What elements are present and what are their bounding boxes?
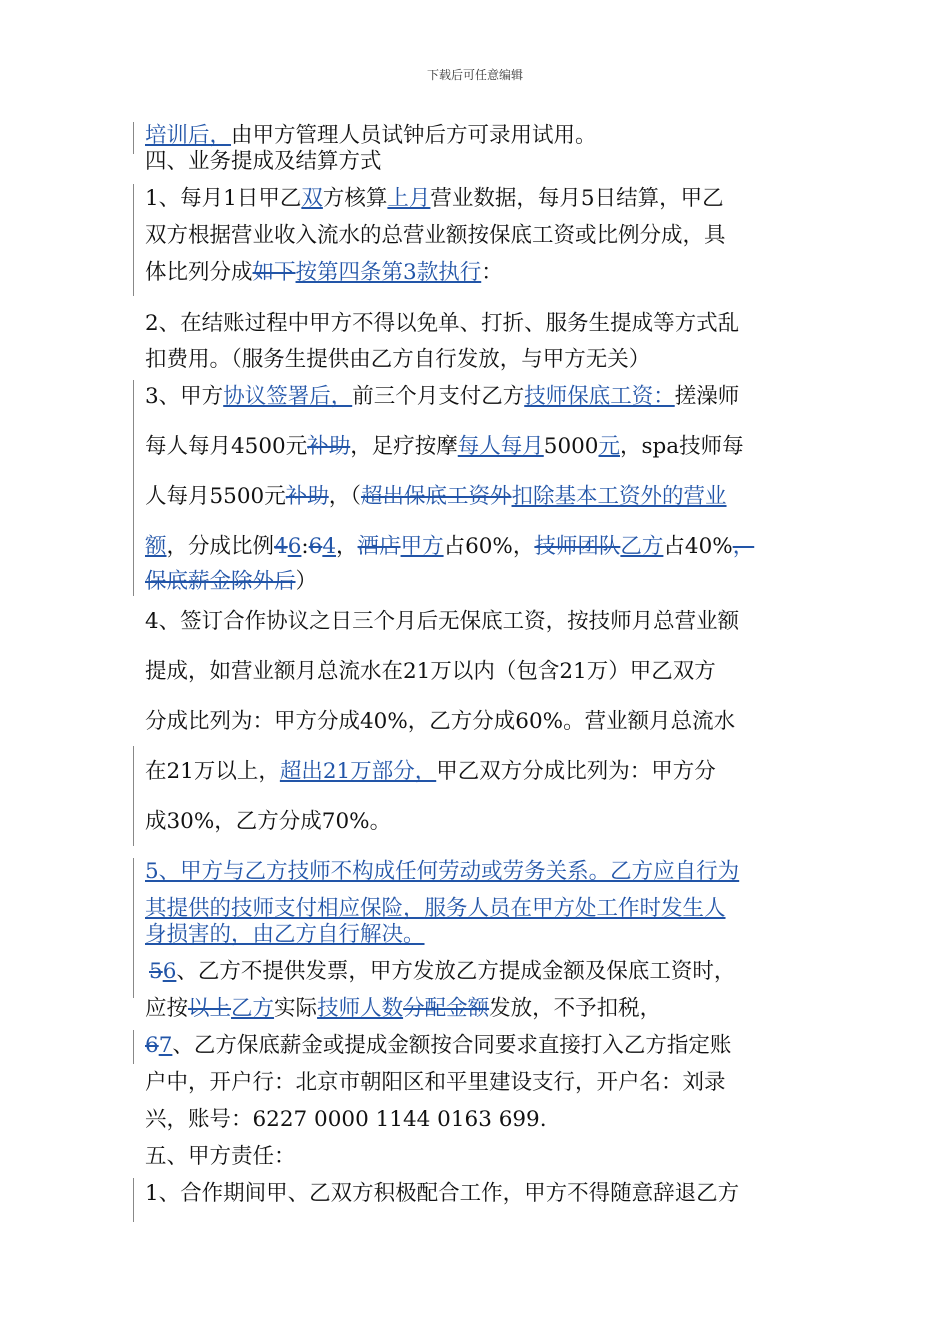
doc-line: 额，分成比例46:64，酒店甲方占60%，技师团队乙方占40%， (145, 534, 755, 559)
doc-line: 每人每月4500元补助，足疗按摩每人每月5000元，spa技师每 (145, 434, 744, 459)
revision-bar (133, 122, 134, 154)
doc-line: 体比列分成如下按第四条第3款执行： (145, 260, 503, 285)
revision-bar (133, 858, 134, 998)
doc-line: 人每月5500元补助，（超出保底工资外扣除基本工资外的营业 (145, 484, 727, 509)
inserted-clause: 身损害的，由乙方自行解决。 (145, 922, 425, 947)
doc-line: 应按以上乙方实际技师人数分配金额发放，不予扣税， (145, 996, 662, 1021)
doc-line: 兴，账号：6227 0000 1144 0163 699. (145, 1107, 547, 1132)
doc-line: 双方根据营业收入流水的总营业额按保底工资或比例分成，具 (145, 223, 726, 248)
doc-line: 1、合作期间甲、乙双方积极配合工作，甲方不得随意辞退乙方 (145, 1181, 740, 1206)
revision-bar (133, 380, 134, 596)
doc-line: 3、甲方协议签署后，前三个月支付乙方技师保底工资：搓澡师 (145, 384, 740, 409)
section-heading: 五、甲方责任： (145, 1144, 296, 1169)
doc-line: 分成比列为：甲方分成40%，乙方分成60%。营业额月总流水 (145, 709, 736, 734)
doc-line: 提成，如营业额月总流水在21万以内（包含21万）甲乙双方 (145, 659, 716, 684)
doc-line: 2、在结账过程中甲方不得以免单、打折、服务生提成等方式乱 (145, 311, 740, 336)
doc-line: 1、每月1日甲乙双方核算上月营业数据，每月5日结算，甲乙 (145, 186, 724, 211)
doc-line: 户中，开户行：北京市朝阳区和平里建设支行，开户名：刘录 (145, 1070, 726, 1095)
revision-bar (133, 746, 134, 846)
doc-line: 成30%，乙方分成70%。 (145, 809, 392, 834)
revision-bar (133, 1178, 134, 1222)
doc-line: 在21万以上，超出21万部分，甲乙双方分成比列为：甲方分 (145, 759, 716, 784)
doc-line: 培训后，由甲方管理人员试钟后方可录用试用。 (145, 123, 597, 148)
revision-bar (133, 1030, 134, 1064)
doc-line: 56、乙方不提供发票，甲方发放乙方提成金额及保底工资时， (149, 959, 736, 984)
doc-line: 保底薪金除外后） (145, 569, 318, 594)
page-header: 下载后可任意编辑 (426, 68, 523, 82)
doc-line: 4、签订合作协议之日三个月后无保底工资，按技师月总营业额 (145, 609, 740, 634)
inserted-clause: 其提供的技师支付相应保险，服务人员在甲方处工作时发生人 (145, 896, 726, 921)
doc-line: 67、乙方保底薪金或提成金额按合同要求直接打入乙方指定账 (145, 1033, 732, 1058)
inserted-clause: 5、甲方与乙方技师不构成任何劳动或劳务关系。乙方应自行为 (145, 859, 740, 884)
doc-line: 扣费用。（服务生提供由乙方自行发放，与甲方无关） (145, 347, 651, 372)
section-heading: 四、业务提成及结算方式 (145, 149, 382, 174)
revision-bar (133, 184, 134, 296)
